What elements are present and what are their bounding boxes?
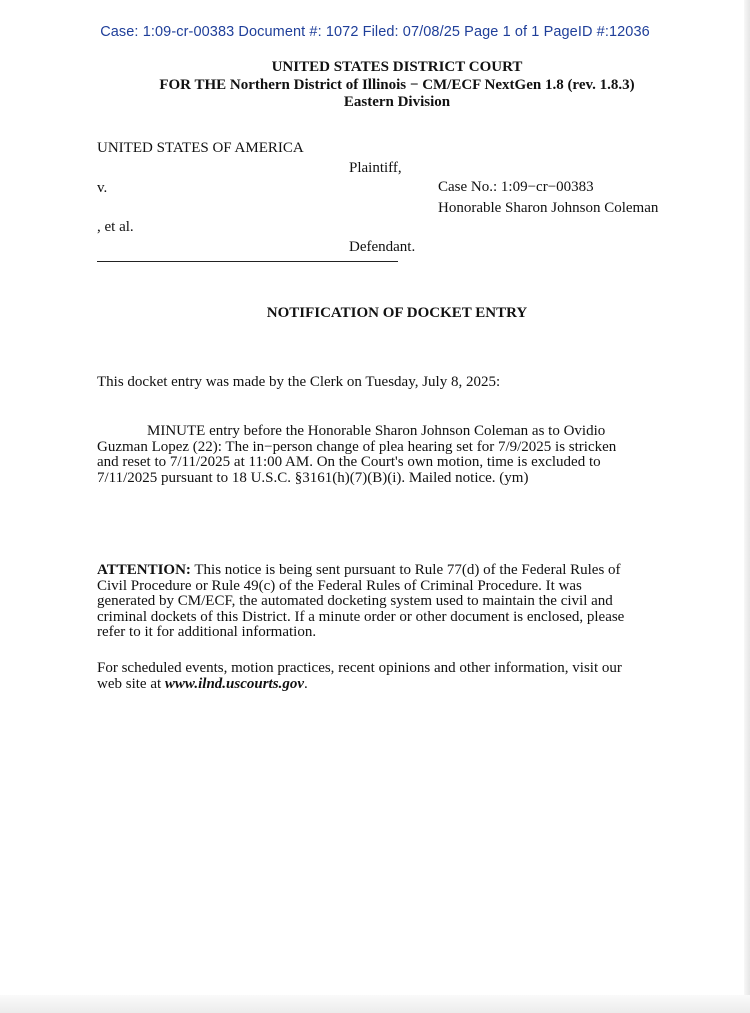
- defendant-name: , et al.: [97, 219, 134, 235]
- plaintiff-name: UNITED STATES OF AMERICA: [97, 140, 304, 156]
- footer-prefix: web site at: [97, 675, 165, 692]
- minute-line: and reset to 7/11/2025 at 11:00 AM. On the Court's own motion, time is excluded to: [97, 454, 601, 470]
- footer-info: [97, 661, 687, 692]
- page-edge-bottom: [0, 995, 750, 1013]
- court-name: UNITED STATES DISTRICT COURT: [271, 59, 523, 75]
- intro-text: This docket entry was made by the Clerk on Tuesday, July 8, 2025:: [97, 374, 501, 390]
- judge-name: Honorable Sharon Johnson Coleman: [438, 200, 659, 216]
- notification-title: NOTIFICATION OF DOCKET ENTRY: [266, 305, 528, 321]
- footer-line: For scheduled events, motion practices, recent opinions and other information, visit our: [97, 660, 622, 676]
- attention-line: This notice is being sent pursuant to Rule 77(d) of the Federal Rules of: [190, 562, 621, 578]
- attention-line: Civil Procedure or Rule 49(c) of the Federal Rules of Criminal Procedure. It was: [97, 577, 582, 594]
- attention-line: criminal dockets of this District. If a minute order or other document is enclosed, please: [97, 608, 625, 625]
- minute-line: MINUTE entry before the Honorable Sharon Johnson Coleman as to Ovidio: [147, 423, 606, 439]
- defendant-label: Defendant.: [349, 239, 416, 255]
- attention-line: generated by CM/ECF, the automated docketing system used to maintain the civil and: [97, 593, 613, 609]
- court-website-link[interactable]: www.ilnd.uscourts.gov: [164, 675, 304, 692]
- docket-intro: [97, 375, 687, 391]
- versus-label: v.: [97, 180, 108, 196]
- attention-line: refer to it for additional information.: [97, 624, 317, 640]
- court-division: Eastern Division: [343, 94, 451, 110]
- minute-entry: [97, 424, 687, 486]
- caption-divider: [97, 261, 398, 262]
- attention-label: ATTENTION:: [97, 562, 191, 578]
- minute-line: Guzman Lopez (22): The in−person change of plea hearing set for 7/9/2025 is stricken: [97, 438, 617, 455]
- filing-stamp: Case: 1:09-cr-00383 Document #: 1072 Filed: 07/08/25 Page 1 of 1 PageID #:12036: [100, 24, 650, 40]
- case-number: Case No.: 1:09−cr−00383: [438, 179, 594, 195]
- page-edge-right: [744, 0, 750, 1013]
- court-district: FOR THE Northern District of Illinois − CM/ECF NextGen 1.8 (rev. 1.8.3): [159, 76, 635, 93]
- footer-suffix: .: [303, 675, 308, 692]
- attention-notice: [97, 563, 687, 641]
- court-heading: [0, 59, 750, 112]
- minute-line: 7/11/2025 pursuant to 18 U.S.C. §3161(h)(7)(B)(i). Mailed notice. (ym): [97, 469, 529, 486]
- plaintiff-label: Plaintiff,: [349, 160, 402, 176]
